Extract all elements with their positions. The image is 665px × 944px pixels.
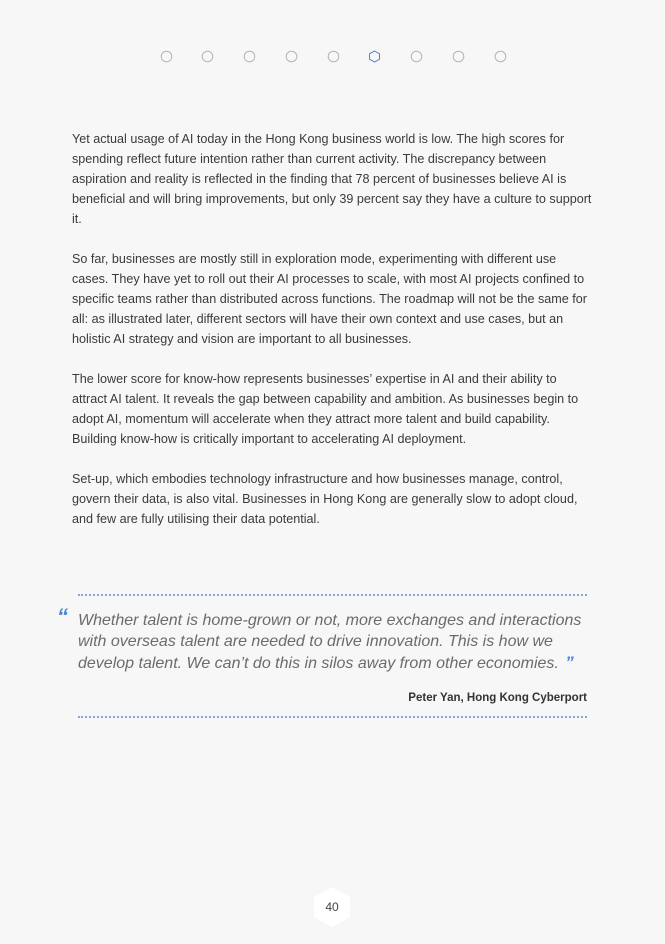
nav-dot-icon[interactable]: [159, 49, 173, 63]
nav-dot-icon[interactable]: [452, 49, 466, 63]
nav-dot-icon[interactable]: [243, 49, 257, 63]
body-text: [72, 129, 592, 549]
nav-dot-active-icon[interactable]: [368, 49, 382, 63]
close-quote-icon: ”: [565, 653, 574, 672]
page-number-badge: [313, 886, 351, 928]
pull-quote: [57, 594, 597, 718]
paragraph: The lower score for know-how represents businesses’ expertise in AI and their ability to attract AI talent. It reveals the gap between capability and ambition. As businesses begin to adopt AI, momentum will accelerate when they attract more talent and build capability. Building know-how is critically important to accelerating AI deployment.: [72, 372, 579, 446]
bottom-divider: [78, 716, 587, 718]
page-number: 40: [325, 900, 339, 914]
page-navigation-dots: [159, 49, 535, 63]
nav-dot-icon[interactable]: [284, 49, 298, 63]
top-divider: [78, 594, 587, 596]
paragraph: So far, businesses are mostly still in exploration mode, experimenting with different use cases. They have yet to roll out their AI processes to scale, with most AI projects confined to specific teams rather than distributed across functions. The roadmap will not be the same for all: as illustrated later, different sectors will have their own context and use cases, but an holistic AI strategy and vision are important to all businesses.: [72, 252, 587, 346]
quote-attribution: Peter Yan, Hong Kong Cyberport: [408, 692, 587, 704]
paragraph: Set-up, which embodies technology infrastructure and how businesses manage, control, govern their data, is also vital. Businesses in Hong Kong are generally slow to adopt cloud, and few are fully utilising their data potential.: [72, 472, 578, 526]
nav-dot-icon[interactable]: [493, 49, 507, 63]
open-quote-icon: “: [57, 604, 68, 629]
quote-text: Whether talent is home-grown or not, more exchanges and interactions with overseas talent are needed to drive innovation. This is how we develop talent. We can’t do this in silos away from other economies.: [78, 612, 582, 672]
nav-dot-icon[interactable]: [326, 49, 340, 63]
quote-text-container: [57, 604, 598, 674]
paragraph: Yet actual usage of AI today in the Hong Kong business world is low. The high scores for spending reflect future intention rather than current activity. The discrepancy between aspiration and reality is reflected in the finding that 78 percent of businesses believe AI is beneficial and will bring improvements, but only 39 percent say they have a culture to support it.: [72, 132, 592, 226]
nav-dot-icon[interactable]: [410, 49, 424, 63]
nav-dot-icon[interactable]: [201, 49, 215, 63]
